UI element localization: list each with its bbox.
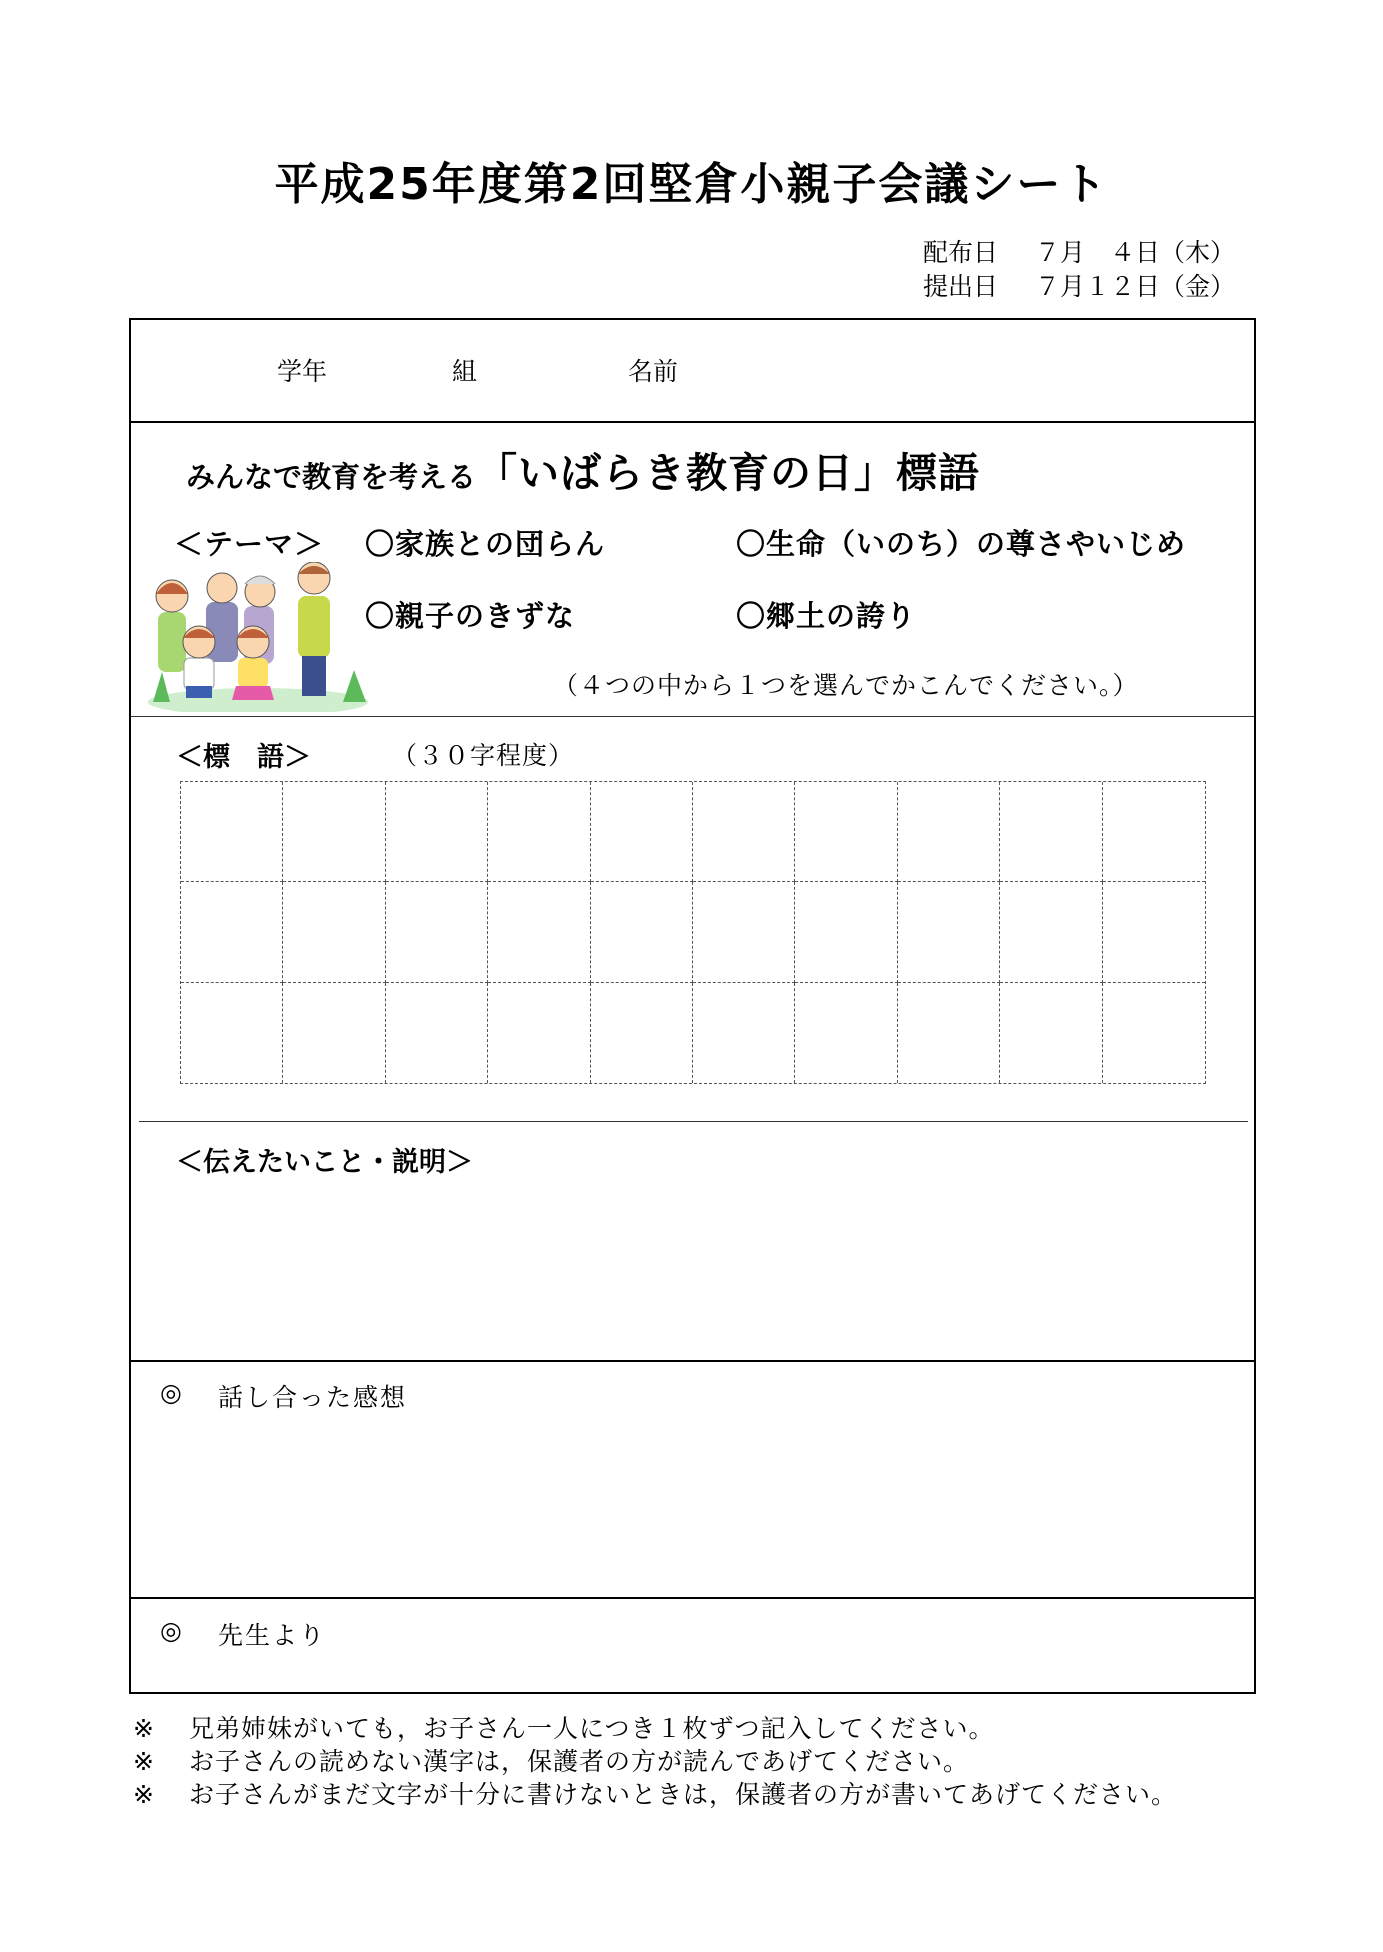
name-label: 名前: [628, 357, 679, 386]
note-mark: ※: [133, 1714, 155, 1743]
divider-info: [131, 421, 1254, 423]
slogan-cell[interactable]: [283, 782, 385, 882]
event-name: 「いばらき教育の日」標語: [476, 449, 981, 497]
slogan-heading: [186, 440, 980, 499]
slogan-cell[interactable]: [488, 882, 590, 982]
theme-option-life: 〇生命（いのち）の尊さやいじめ: [736, 527, 1187, 561]
page-title: 平成25年度第2回堅倉小親子会議シート: [274, 159, 1109, 210]
divider-message: [131, 1360, 1254, 1362]
note-text: 兄弟姉妹がいても，お子さん一人につき１枚ずつ記入してください。: [189, 1714, 995, 1743]
family-illustration: [148, 562, 374, 712]
slogan-cell[interactable]: [488, 983, 590, 1083]
divider-impressions: [131, 1597, 1254, 1599]
slogan-cell[interactable]: [181, 782, 283, 882]
theme-option-hometown: 〇郷土の誇り: [736, 599, 917, 633]
submission-date-value: ７月１２日（金）: [1035, 272, 1236, 301]
divider-theme: [131, 716, 1254, 717]
slogan-cell[interactable]: [1000, 882, 1102, 982]
slogan-cell[interactable]: [795, 782, 897, 882]
grade-label: 学年: [277, 357, 328, 386]
footer-note: [133, 1778, 1177, 1811]
theme-instruction: （４つの中から１つを選んでかこんでください。）: [553, 671, 1139, 700]
class-label: 組: [452, 357, 478, 386]
message-label: ＜伝えたいこと・説明＞: [176, 1147, 473, 1178]
slogan-cell[interactable]: [1103, 782, 1205, 882]
teacher-label: 先生より: [218, 1621, 327, 1650]
footer-notes: [133, 1712, 1177, 1811]
slogan-cell[interactable]: [693, 882, 795, 982]
note-text: お子さんの読めない漢字は，保護者の方が読んであげてください。: [189, 1747, 970, 1776]
slogan-cell[interactable]: [795, 983, 897, 1083]
impressions-mark: ◎: [160, 1378, 182, 1407]
distribution-date: [923, 236, 1235, 270]
slogan-cell[interactable]: [795, 882, 897, 982]
slogan-cell[interactable]: [898, 782, 1000, 882]
note-mark: ※: [133, 1747, 155, 1776]
footer-note: [133, 1745, 1177, 1778]
slogan-cell[interactable]: [488, 782, 590, 882]
slogan-cell[interactable]: [386, 782, 488, 882]
teacher-mark: ◎: [160, 1616, 182, 1645]
theme-option-bond: 〇親子のきずな: [365, 599, 576, 633]
slogan-cell[interactable]: [591, 983, 693, 1083]
note-text: お子さんがまだ文字が十分に書けないときは，保護者の方が書いてあげてください。: [189, 1780, 1178, 1809]
slogan-cell[interactable]: [181, 882, 283, 982]
slogan-cell[interactable]: [591, 882, 693, 982]
slogan-cell[interactable]: [283, 882, 385, 982]
distribution-date-label: 配布日: [923, 238, 999, 267]
slogan-cell[interactable]: [1000, 983, 1102, 1083]
theme-option-family: 〇家族との団らん: [365, 527, 606, 561]
note-mark: ※: [133, 1780, 155, 1809]
slogan-cell[interactable]: [591, 782, 693, 882]
impressions-label: 話し合った感想: [218, 1383, 408, 1412]
slogan-cell[interactable]: [898, 882, 1000, 982]
slogan-cell[interactable]: [898, 983, 1000, 1083]
message-area[interactable]: [170, 1180, 1230, 1350]
submission-date-label: 提出日: [923, 272, 999, 301]
submission-date: [923, 270, 1235, 304]
slogan-cell[interactable]: [1103, 882, 1205, 982]
slogan-label: ＜標 語＞: [176, 742, 311, 773]
slogan-cell[interactable]: [693, 983, 795, 1083]
date-block: [923, 236, 1235, 304]
slogan-lead: みんなで教育を考える: [186, 460, 477, 494]
divider-slogan: [139, 1121, 1248, 1122]
slogan-cell[interactable]: [181, 983, 283, 1083]
slogan-cell[interactable]: [283, 983, 385, 1083]
slogan-cell[interactable]: [693, 782, 795, 882]
distribution-date-value: ７月 ４日（木）: [1035, 238, 1236, 267]
slogan-cell[interactable]: [1000, 782, 1102, 882]
footer-note: [133, 1712, 1177, 1745]
slogan-length-note: （３０字程度）: [392, 741, 575, 770]
slogan-cell[interactable]: [386, 882, 488, 982]
impressions-area[interactable]: [170, 1420, 1230, 1580]
theme-label: ＜テーマ＞: [174, 527, 325, 561]
slogan-cell[interactable]: [386, 983, 488, 1083]
slogan-grid[interactable]: [180, 781, 1206, 1084]
slogan-cell[interactable]: [1103, 983, 1205, 1083]
